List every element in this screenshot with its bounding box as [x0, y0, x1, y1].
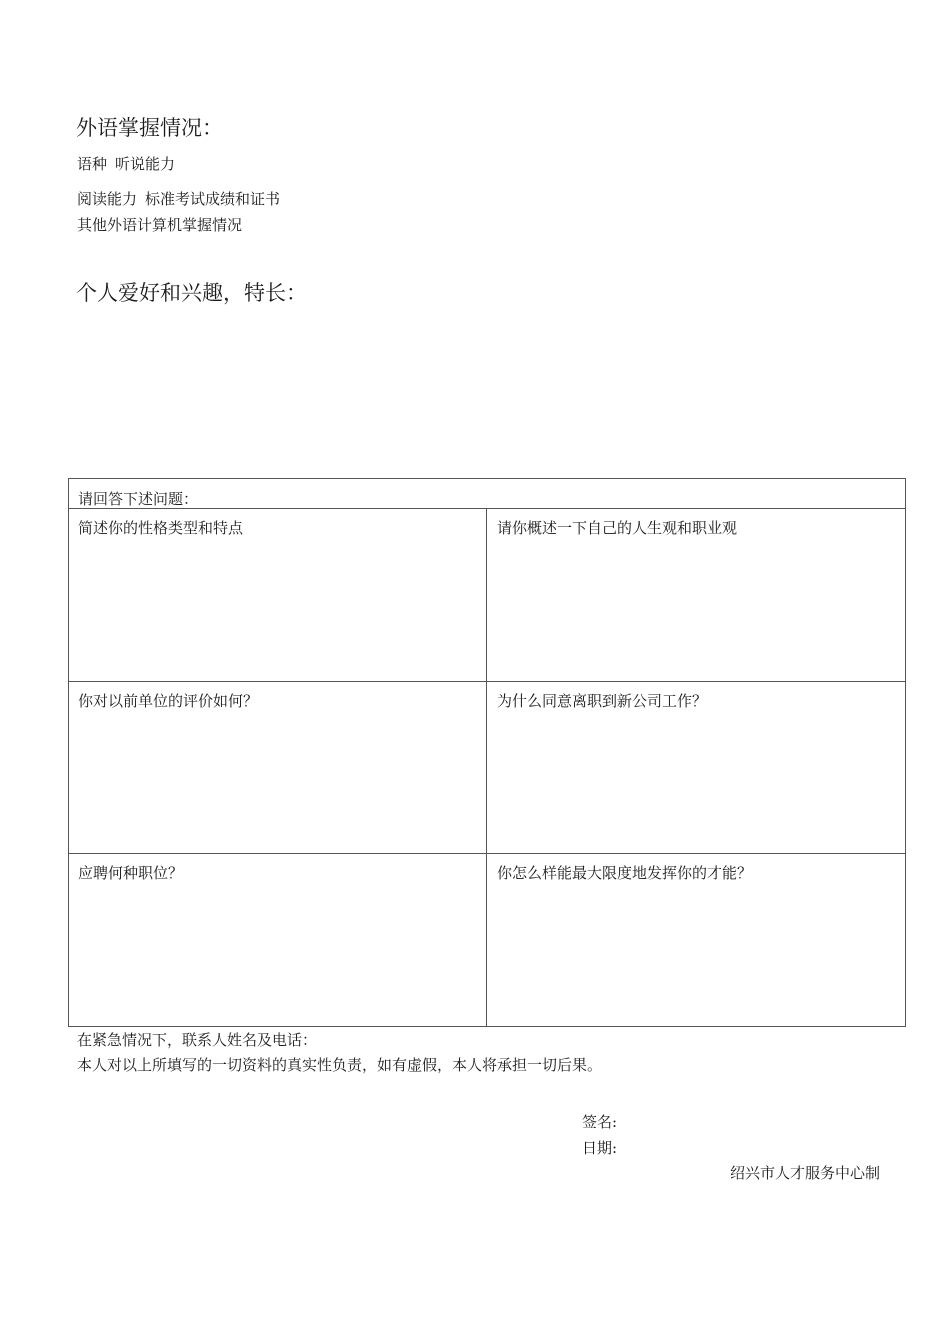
emergency-contact-label: 在紧急情况下，联系人姓名及电话：	[77, 1031, 318, 1049]
signature-label: 签名:	[582, 1113, 618, 1131]
questions-header: 请回答下述问题：	[69, 479, 905, 509]
language-line	[77, 153, 175, 174]
foreign-language-heading: 外语掌握情况：	[76, 116, 223, 140]
listening-speaking-label: 听说能力	[115, 155, 176, 173]
date-label: 日期:	[582, 1139, 618, 1157]
reading-line	[77, 188, 280, 209]
question-reason-leaving[interactable]: 为什么同意离职到新公司工作？	[487, 682, 905, 854]
issuer-label: 绍兴市人才服务中心制	[730, 1164, 881, 1182]
exam-certificate-label: 标准考试成绩和证书	[145, 190, 281, 208]
other-skills-label: 其他外语计算机掌握情况	[77, 216, 243, 234]
language-type-label: 语种	[77, 155, 108, 173]
question-personality[interactable]: 简述你的性格类型和特点	[69, 509, 487, 682]
declaration-text: 本人对以上所填写的一切资料的真实性负责，如有虚假，本人将承担一切后果。	[77, 1056, 603, 1074]
question-previous-employer[interactable]: 你对以前单位的评价如何？	[69, 682, 487, 854]
hobbies-heading: 个人爱好和兴趣，特长：	[76, 281, 307, 305]
question-life-view[interactable]: 请你概述一下自己的人生观和职业观	[487, 509, 905, 682]
question-position[interactable]: 应聘何种职位？	[69, 854, 487, 1026]
question-talents[interactable]: 你怎么样能最大限度地发挥你的才能？	[497, 864, 753, 882]
questions-table	[68, 478, 906, 1027]
reading-ability-label: 阅读能力	[77, 190, 138, 208]
